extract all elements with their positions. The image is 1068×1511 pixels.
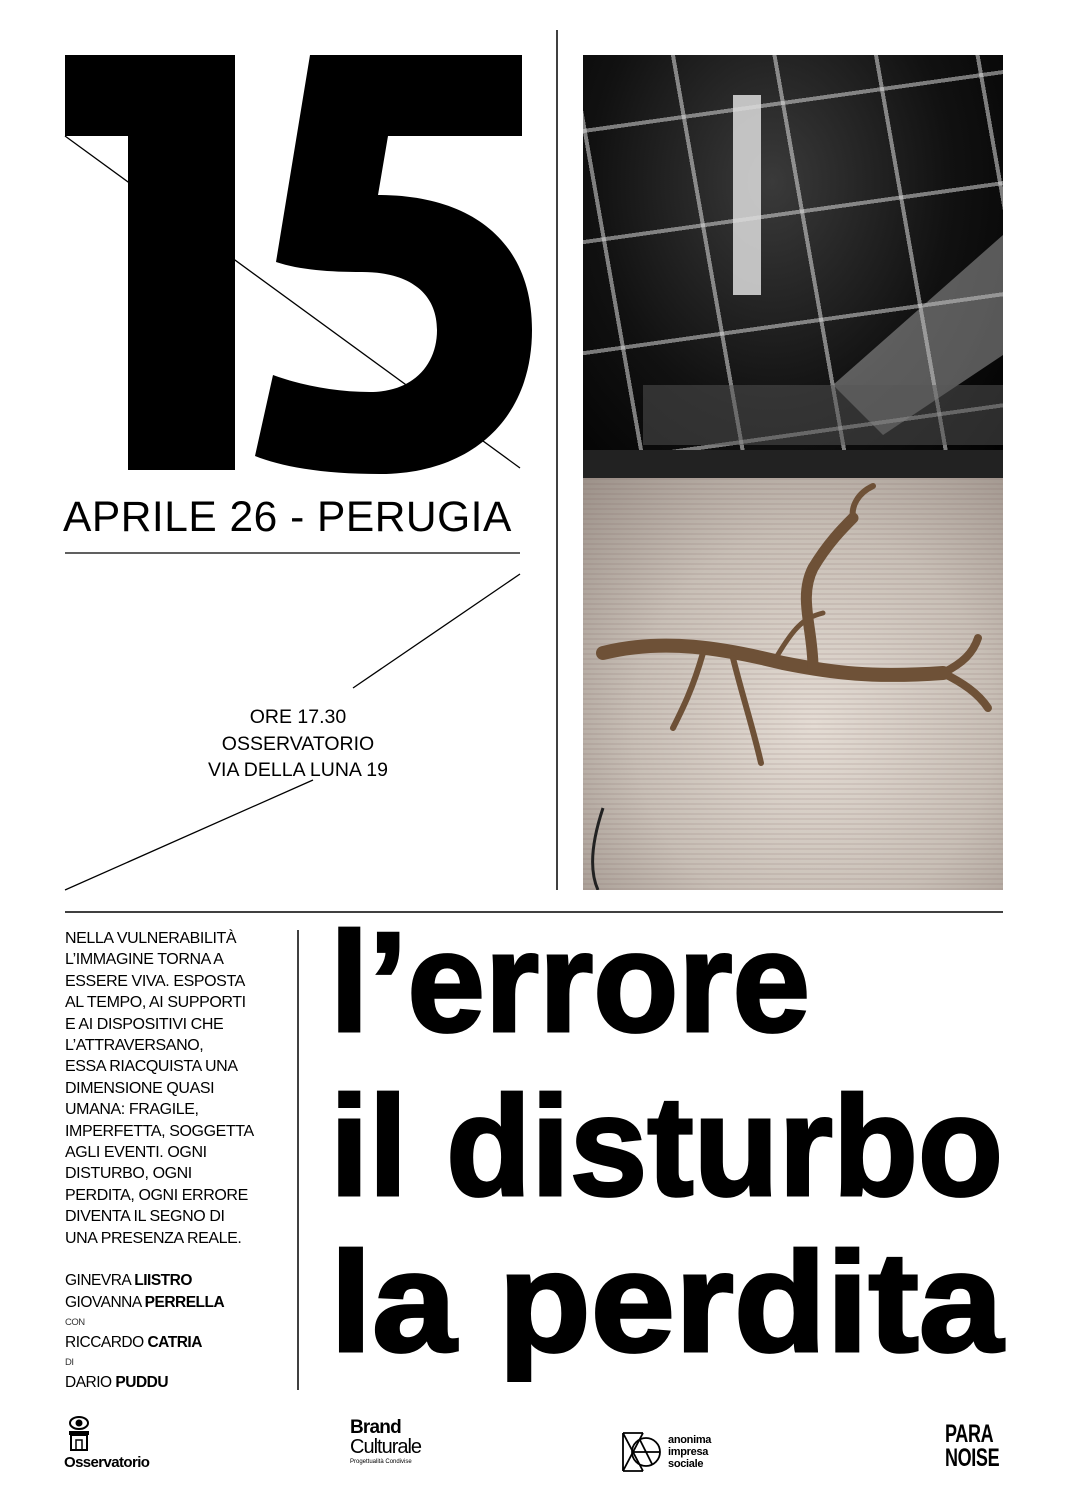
event-time: ORE 17.30 xyxy=(249,706,347,728)
credits xyxy=(65,1270,224,1394)
by-label: DI xyxy=(65,1357,74,1368)
first-name: RICCARDO xyxy=(65,1334,144,1351)
digit-5 xyxy=(255,55,532,474)
description-line: DIVENTA IL SEGNO DI xyxy=(65,1208,225,1226)
description-line: L’IMMAGINE TORNA A xyxy=(65,951,224,969)
logo-anonima-impresa-sociale xyxy=(622,1432,711,1472)
diagonal-line-mid-upper xyxy=(353,574,520,688)
description-line: L’ATTRAVERSANO, xyxy=(65,1037,204,1055)
description-line: UNA PRESENZA REALE. xyxy=(65,1229,242,1247)
paranoise-line: NOISE xyxy=(945,1444,1000,1472)
first-name: GIOVANNA xyxy=(65,1294,141,1311)
brand-tagline: Progettualità Condivise xyxy=(350,1459,412,1465)
photo-cage-bw xyxy=(583,55,1003,478)
photo-cage-detail xyxy=(583,55,1003,478)
description-line: ESSERE VIVA. ESPOSTA xyxy=(65,972,245,990)
title-line-3: la perdita xyxy=(330,1223,1005,1382)
eye-building-icon xyxy=(65,1415,105,1451)
last-name: LIISTRO xyxy=(134,1272,192,1289)
osservatorio-name: Osservatorio xyxy=(64,1454,150,1471)
title-line-1: l’errore xyxy=(330,903,810,1062)
description-line: NELLA VULNERABILITÀ xyxy=(65,930,237,947)
brand-line-1: Brand xyxy=(350,1417,401,1438)
description-line: DIMENSIONE QUASI xyxy=(65,1079,215,1097)
description-line: AL TEMPO, AI SUPPORTI xyxy=(65,994,246,1012)
description-line: DISTURBO, OGNI xyxy=(65,1165,192,1183)
anonima-line: sociale xyxy=(668,1458,704,1470)
last-name: PUDDU xyxy=(115,1374,169,1391)
first-name: GINEVRA xyxy=(65,1272,131,1289)
last-name: PERRELLA xyxy=(144,1294,225,1311)
credit-guest xyxy=(65,1332,224,1354)
event-address: VIA DELLA LUNA 19 xyxy=(208,759,388,781)
logo-osservatorio xyxy=(64,1415,174,1471)
diagonal-line-mid-lower xyxy=(65,780,313,890)
title-line-2: il disturbo xyxy=(330,1067,1003,1226)
description-line: UMANA: FRAGILE, xyxy=(65,1101,199,1119)
big-number-15 xyxy=(65,55,532,474)
brand-line-2: Culturale xyxy=(350,1436,422,1458)
description-line: IMPERFETTA, SOGGETTA xyxy=(65,1122,254,1140)
credit-performer-1 xyxy=(65,1270,224,1292)
credit-author xyxy=(65,1372,224,1394)
scorpion-figure xyxy=(583,478,1003,890)
date-location: APRILE 26 - PERUGIA xyxy=(63,494,512,541)
first-name: DARIO xyxy=(65,1374,112,1391)
title xyxy=(330,903,1004,1382)
event-place: OSSERVATORIO xyxy=(221,732,375,755)
anonima-line: anonima xyxy=(668,1434,712,1446)
anonima-text xyxy=(668,1434,711,1470)
description xyxy=(65,928,254,1249)
anonima-mark-icon xyxy=(622,1432,662,1472)
digit-1 xyxy=(65,55,235,470)
paranoise-line: PARA xyxy=(945,1420,994,1448)
photo-scorpion xyxy=(583,478,1003,890)
logo-brand-culturale xyxy=(350,1418,421,1465)
last-name: CATRIA xyxy=(147,1334,202,1351)
description-line: E AI DISPOSITIVI CHE xyxy=(65,1015,224,1033)
description-line: AGLI EVENTI. OGNI xyxy=(65,1144,207,1162)
anonima-line: impresa xyxy=(668,1446,709,1458)
logo-paranoise xyxy=(945,1422,999,1470)
description-line: PERDITA, OGNI ERRORE xyxy=(65,1186,248,1204)
venue-info xyxy=(180,704,416,784)
description-line: ESSA RIACQUISTA UNA xyxy=(65,1058,238,1076)
with-label: CON xyxy=(65,1317,85,1328)
credit-performer-2 xyxy=(65,1292,224,1314)
